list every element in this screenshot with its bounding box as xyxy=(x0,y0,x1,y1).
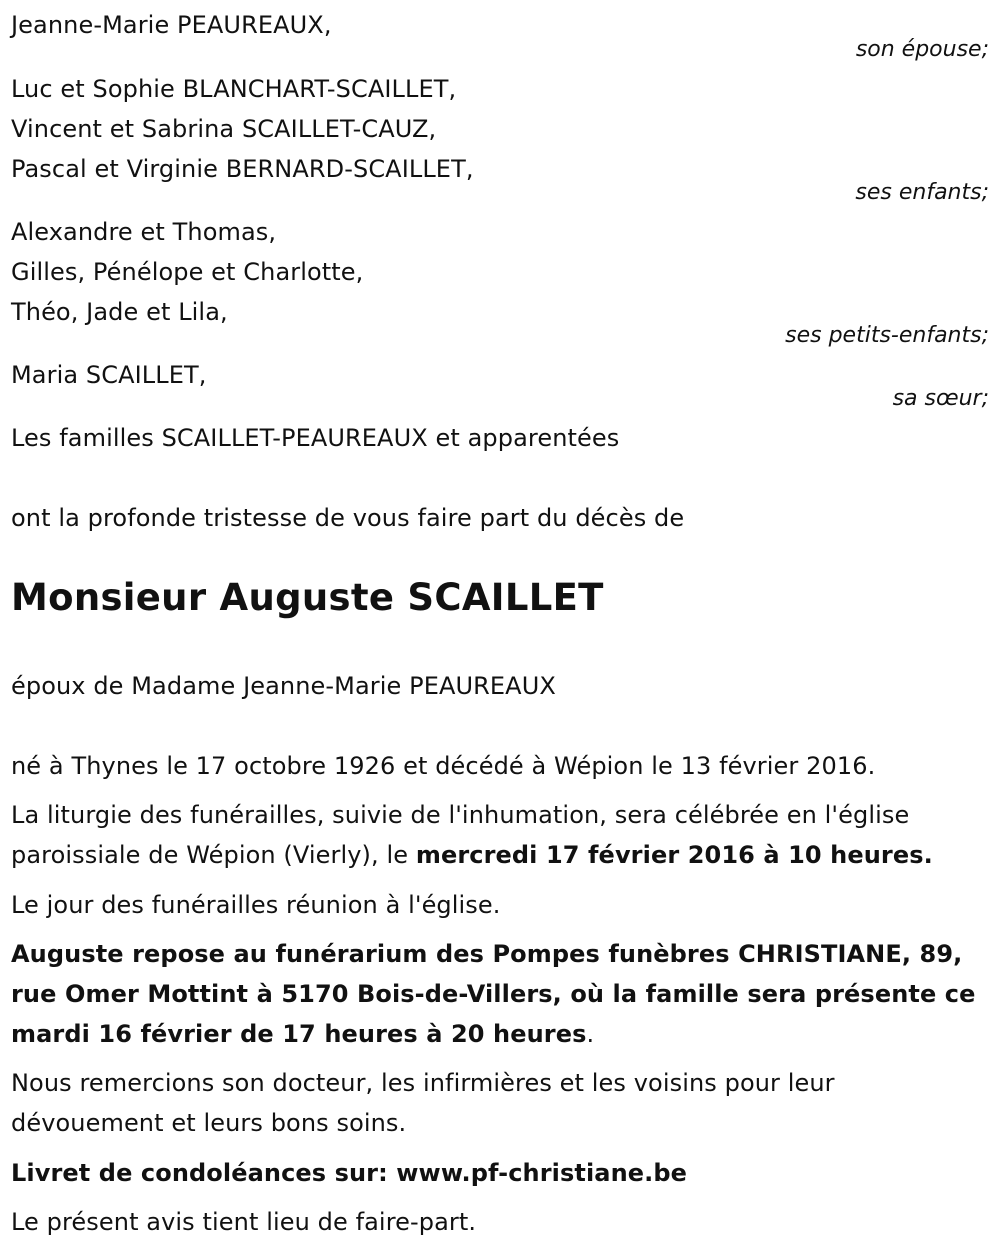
funeral-line-2 xyxy=(11,840,933,870)
visitation-line-2: rue Omer Mottint à 5170 Bois-de-Villers, où la famille sera présente ce xyxy=(11,980,976,1008)
visitation-line-1: Auguste repose au funérarium des Pompes funèbres CHRISTIANE, 89, xyxy=(11,940,963,968)
child-name: Luc et Sophie BLANCHART-SCAILLET, xyxy=(11,75,457,103)
condolences-line: Livret de condoléances sur: www.pf-christiane.be xyxy=(11,1159,688,1187)
deceased-spouse-line: époux de Madame Jeanne-Marie PEAUREAUX xyxy=(11,672,556,700)
funeral-date: mercredi 17 février 2016 à 10 heures. xyxy=(415,841,933,869)
deceased-name: Monsieur Auguste SCAILLET xyxy=(11,576,604,619)
birth-death-line: né à Thynes le 17 octobre 1926 et décédé à Wépion le 13 février 2016. xyxy=(11,752,876,780)
visitation-time: mardi 16 février de 17 heures à 20 heures xyxy=(11,1020,587,1048)
thanks-line-2: dévouement et leurs bons soins. xyxy=(11,1109,407,1137)
spouse-name: Jeanne-Marie PEAUREAUX, xyxy=(11,11,332,39)
spouse-role: son épouse; xyxy=(855,37,989,62)
child-name: Vincent et Sabrina SCAILLET-CAUZ, xyxy=(11,115,437,143)
grandchild-name: Théo, Jade et Lila, xyxy=(11,298,228,326)
sister-role: sa sœur; xyxy=(892,386,989,411)
funeral-location: paroissiale de Wépion (Vierly), le xyxy=(11,841,416,869)
families-line: Les familles SCAILLET-PEAUREAUX et apparentées xyxy=(11,424,620,452)
meeting-line: Le jour des funérailles réunion à l'église. xyxy=(11,891,501,919)
sister-name: Maria SCAILLET, xyxy=(11,361,207,389)
thanks-line-1: Nous remercions son docteur, les infirmières et les voisins pour leur xyxy=(11,1069,835,1097)
grandchild-name: Alexandre et Thomas, xyxy=(11,218,277,246)
funeral-line-1: La liturgie des funérailles, suivie de l'inhumation, sera célébrée en l'église xyxy=(11,801,910,829)
visitation-line-3 xyxy=(11,1019,594,1049)
grandchild-name: Gilles, Pénélope et Charlotte, xyxy=(11,258,364,286)
visitation-period: . xyxy=(586,1020,595,1048)
child-name: Pascal et Virginie BERNARD-SCAILLET, xyxy=(11,155,474,183)
closing-line: Le présent avis tient lieu de faire-part. xyxy=(11,1208,477,1236)
children-role: ses enfants; xyxy=(855,180,989,205)
announcement-line: ont la profonde tristesse de vous faire part du décès de xyxy=(11,504,685,532)
grandchildren-role: ses petits-enfants; xyxy=(785,323,989,348)
